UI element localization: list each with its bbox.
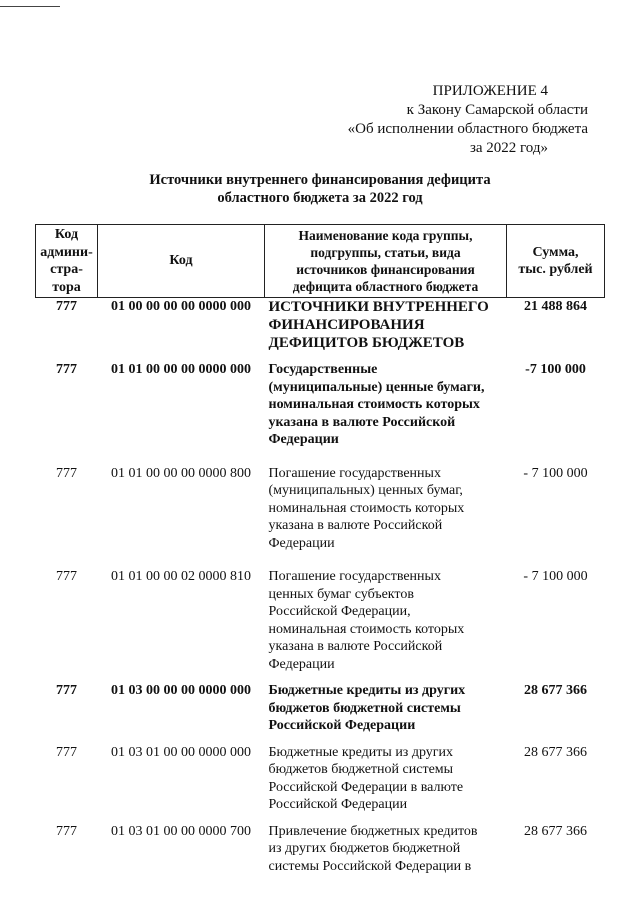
amount-cell: - 7 100 000: [523, 569, 588, 584]
admin-code-cell: 777: [56, 744, 77, 760]
document-title-line-1: Источники внутреннего финансирования дефицита: [149, 172, 491, 188]
code-cell: 01 03 00 00 00 0000 000: [111, 683, 251, 698]
code-cell: 01 01 00 00 00 0000 800: [111, 465, 251, 481]
name-cell: Государственные (муниципальные) ценные бумаги, номинальная стоимость которых указана в валюте Российской Федерации: [268, 362, 485, 447]
admin-code-cell: 777: [56, 683, 77, 698]
header-code: Код: [98, 225, 265, 298]
table-row: [36, 744, 605, 823]
code-cell: 01 03 01 00 00 0000 700: [111, 823, 251, 839]
header-admin-code: Код админи- стра- тора: [36, 225, 98, 298]
code-cell: 01 00 00 00 00 0000 000: [111, 299, 251, 314]
appendix-year: за 2022 год»: [469, 140, 548, 156]
header-name: Наименование кода группы, подгруппы, статьи, вида источников финансирования дефицита областного бюджета: [265, 225, 507, 298]
name-cell: Бюджетные кредиты из других бюджетов бюджетной системы Российской Федерации: [268, 683, 466, 733]
amount-cell: - 7 100 000: [523, 465, 588, 481]
table-row: [36, 361, 605, 465]
table-row: [36, 298, 605, 362]
admin-code-cell: 777: [56, 823, 77, 839]
code-cell: 01 01 00 00 02 0000 810: [111, 569, 251, 584]
admin-code-cell: 777: [56, 465, 77, 481]
amount-cell: 21 488 864: [524, 299, 587, 314]
table-row: [36, 568, 605, 682]
header-amount: Сумма, тыс. рублей: [507, 225, 605, 298]
amount-cell: 28 677 366: [524, 744, 587, 760]
appendix-number: ПРИЛОЖЕНИЕ 4: [432, 83, 548, 99]
code-cell: 01 01 00 00 00 0000 000: [111, 362, 251, 377]
amount-cell: -7 100 000: [525, 362, 586, 377]
name-cell: Погашение государственных ценных бумаг субъектов Российской Федерации, номинальная стоимость которых указана в валюте Российской Федерации: [268, 569, 465, 672]
table-row: [36, 682, 605, 744]
admin-code-cell: 777: [56, 362, 77, 377]
code-cell: 01 03 01 00 00 0000 000: [111, 744, 251, 760]
name-cell: ИСТОЧНИКИ ВНУТРЕННЕГО ФИНАНСИРОВАНИЯ ДЕФИЦИТОВ БЮДЖЕТОВ: [268, 299, 489, 351]
name-cell: Погашение государственных (муниципальных) ценных бумаг, номинальная стоимость которых указана в валюте Российской Федерации: [268, 465, 465, 551]
document-title: [100, 171, 540, 207]
name-cell: Бюджетные кредиты из других бюджетов бюджетной системы Российской Федерации в валюте Российской Федерации: [268, 744, 464, 812]
table-header-row: [36, 225, 605, 298]
appendix-header: [288, 82, 588, 158]
appendix-law: к Закону Самарской области: [406, 102, 588, 118]
financing-sources-table: [35, 224, 605, 875]
amount-cell: 28 677 366: [524, 823, 587, 839]
document-title-line-2: областного бюджета за 2022 год: [217, 190, 423, 206]
table-row: [36, 465, 605, 569]
name-cell: Привлечение бюджетных кредитов из других бюджетов бюджетной системы Российской Федерации в: [268, 823, 478, 874]
admin-code-cell: 777: [56, 299, 77, 314]
appendix-law-title: «Об исполнении областного бюджета: [347, 121, 588, 137]
amount-cell: 28 677 366: [524, 683, 587, 698]
admin-code-cell: 777: [56, 569, 77, 584]
scan-corner-mark: [0, 6, 60, 7]
table-row: [36, 823, 605, 876]
